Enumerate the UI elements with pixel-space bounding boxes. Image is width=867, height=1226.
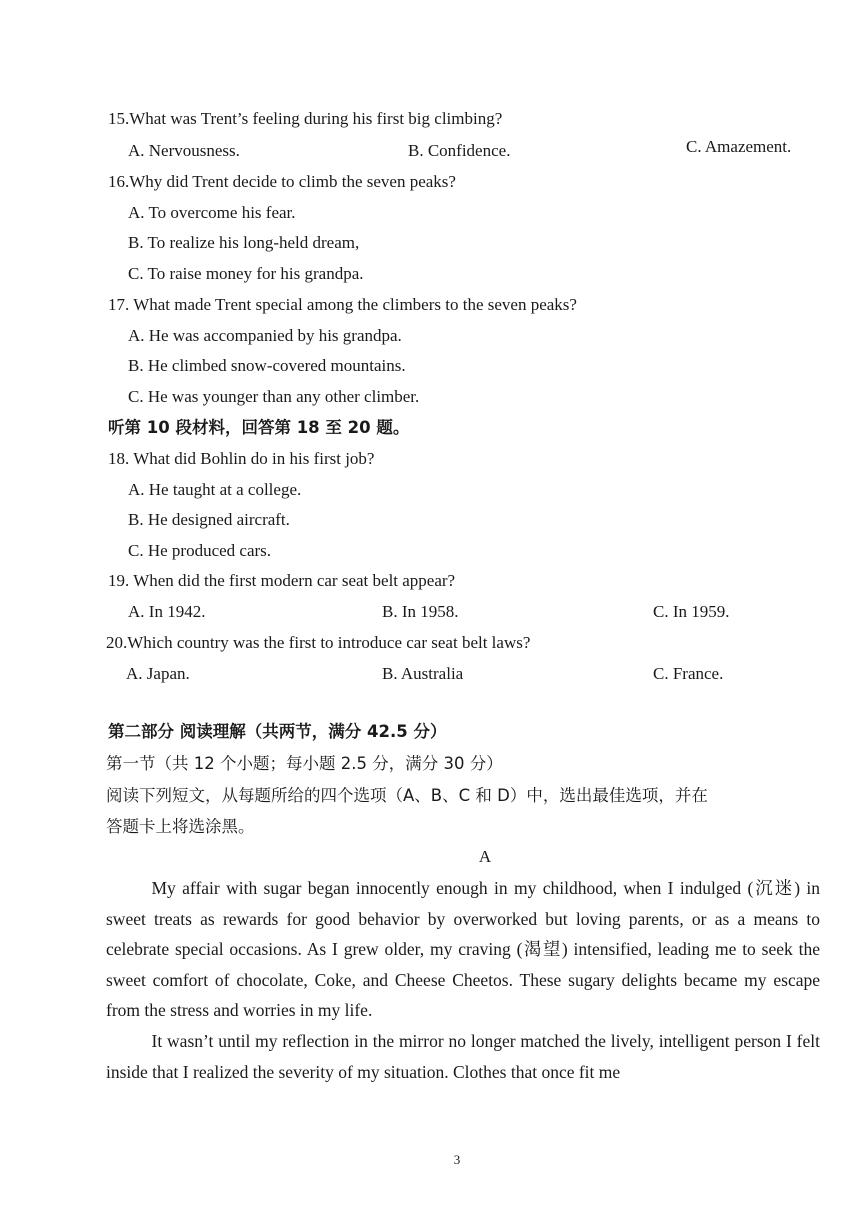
question-15: 15.What was Trent’s feeling during his first big climbing?: [108, 109, 503, 128]
q16-option-c: C. To raise money for his grandpa.: [128, 264, 364, 283]
page-number: 3: [453, 1152, 461, 1167]
q18-option-c: C. He produced cars.: [128, 541, 272, 560]
q15-option-b: B. Confidence.: [408, 141, 511, 160]
reading-instruction-line-1: 阅读下列短文，从每题所给的四个选项（A、B、C 和 D）中，选出最佳选项，并在: [106, 786, 708, 805]
q20-option-b: B. Australia: [382, 664, 464, 683]
q16-option-b: B. To realize his long-held dream,: [128, 233, 360, 252]
question-16: 16.Why did Trent decide to climb the seven peaks?: [108, 172, 456, 191]
q19-option-a: A. In 1942.: [128, 602, 206, 621]
q20-option-c: C. France.: [653, 664, 724, 683]
reading-instruction-line-2: 答题卡上将选涂黑。: [106, 817, 255, 836]
q19-option-c: C. In 1959.: [653, 602, 730, 621]
q20-option-a: A. Japan.: [126, 664, 190, 683]
q17-option-c: C. He was younger than any other climber.: [128, 387, 420, 406]
passage-paragraph-2: It wasn’t until my reflection in the mirror no longer matched the lively, intelligent person I felt inside that I realized the severity of my situation. Clothes that once fit me: [106, 1031, 820, 1082]
part-two-title: 第二部分 阅读理解（共两节，满分 42.5 分）: [108, 722, 447, 741]
section-10-instruction: 听第 10 段材料，回答第 18 至 20 题。: [108, 418, 410, 437]
q17-option-b: B. He climbed snow-covered mountains.: [128, 356, 406, 375]
question-17: 17. What made Trent special among the climbers to the seven peaks?: [108, 295, 577, 314]
question-20: 20.Which country was the first to introduce car seat belt laws?: [106, 633, 531, 652]
question-18: 18. What did Bohlin do in his first job?: [108, 449, 375, 468]
q18-option-a: A. He taught at a college.: [128, 480, 302, 499]
section-one-title: 第一节（共 12 个小题；每小题 2.5 分，满分 30 分）: [106, 754, 503, 773]
question-19: 19. When did the first modern car seat belt appear?: [108, 571, 456, 590]
q15-option-c: C. Amazement.: [686, 137, 792, 156]
q19-option-b: B. In 1958.: [382, 602, 459, 621]
passage-paragraph-1: My affair with sugar began innocently enough in my childhood, when I indulged (沉迷) in sweet treats as rewards for good behavior by overworked but loving parents, or as a means to celebrate special occasions. As I grew older, my craving (渴望) intensified, leading me to seek the sweet comfort of chocolate, Coke, and Cheese Cheetos. These sugary delights became my escape from the stress and worries in my life.: [106, 878, 820, 1020]
q15-option-a: A. Nervousness.: [128, 141, 240, 160]
q17-option-a: A. He was accompanied by his grandpa.: [128, 326, 402, 345]
q16-option-a: A. To overcome his fear.: [128, 203, 296, 222]
q18-option-b: B. He designed aircraft.: [128, 510, 290, 529]
passage-label: A: [478, 847, 492, 866]
